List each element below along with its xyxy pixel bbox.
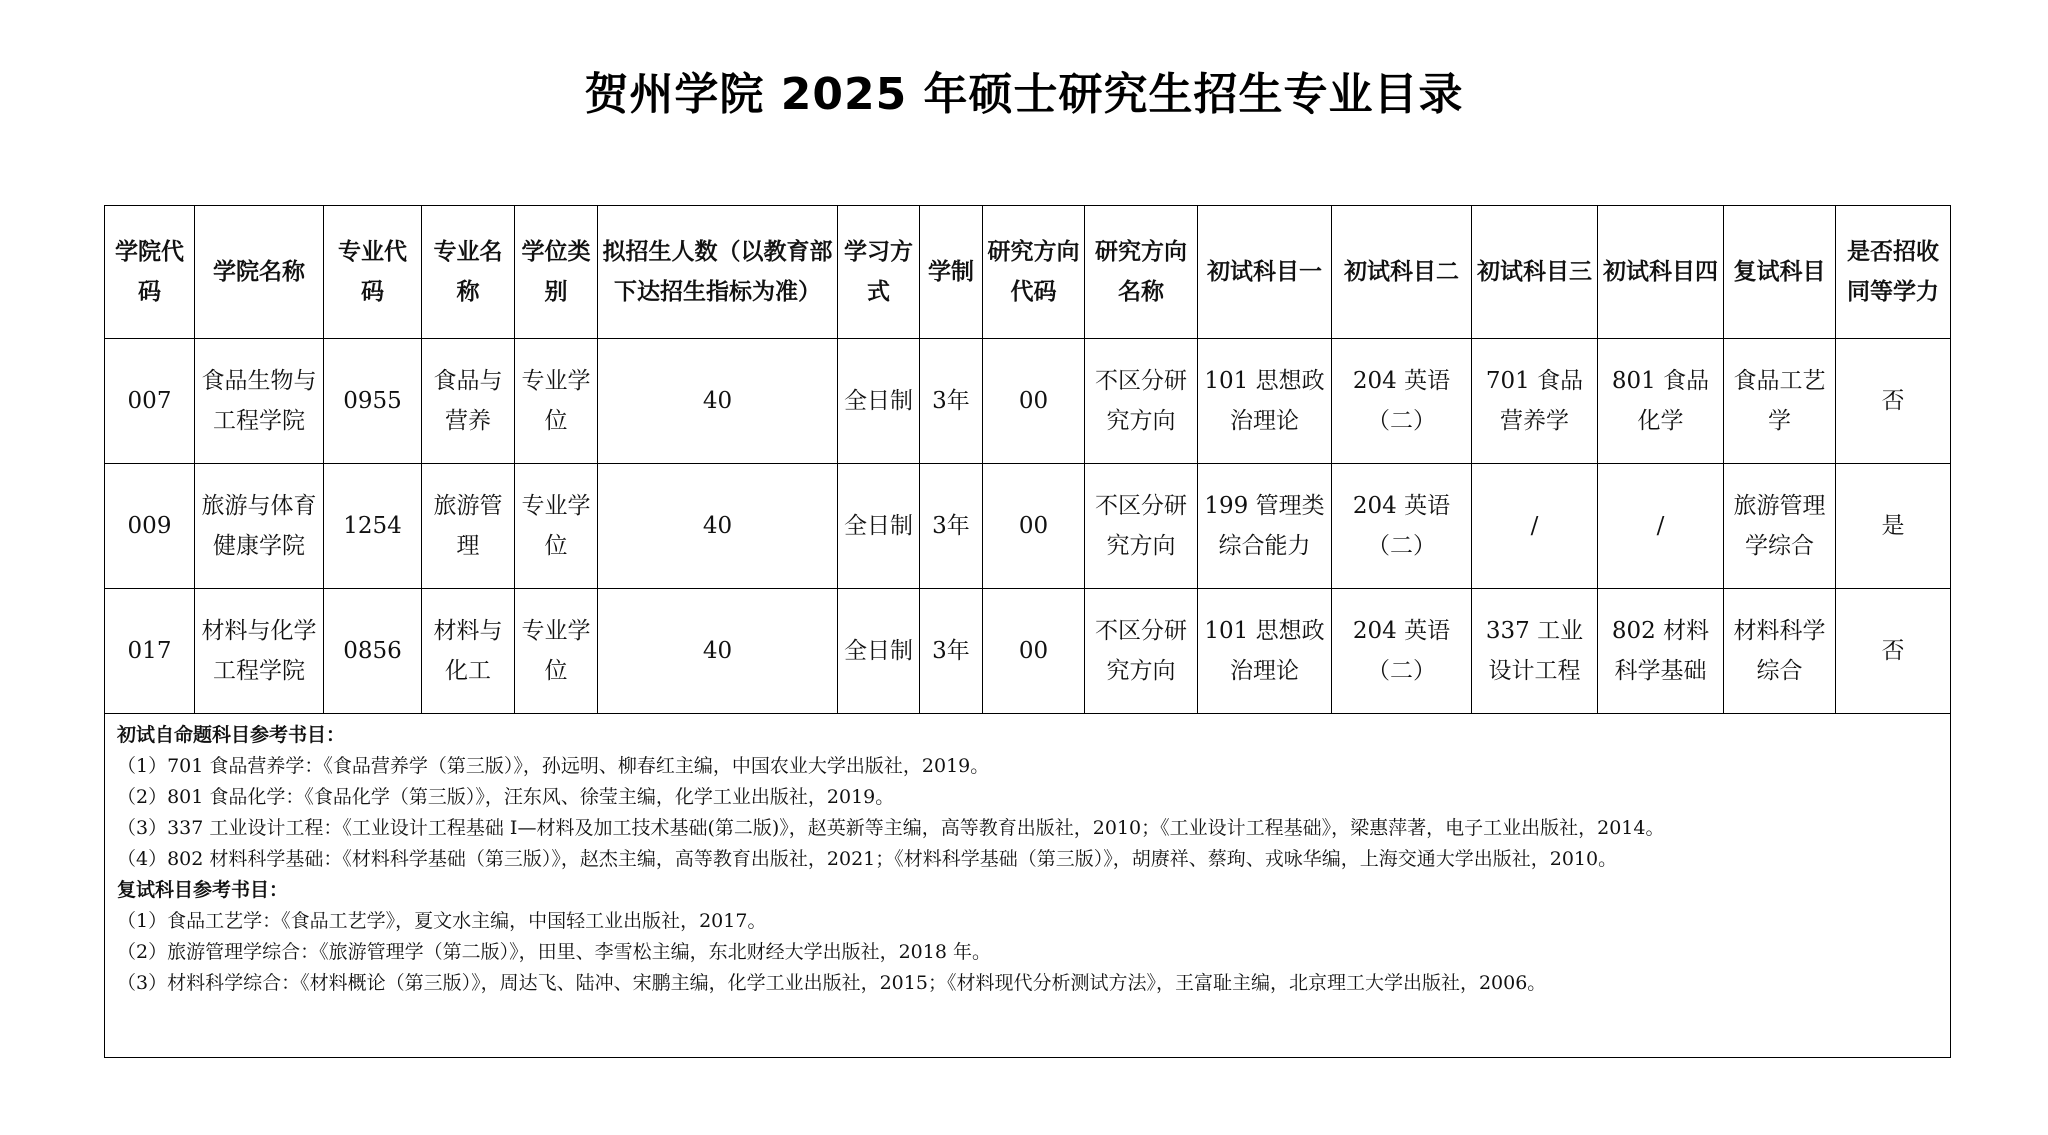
- book-reference-line: （1）701 食品营养学：《食品营养学（第三版）》，孙远明、柳春红主编，中国农业大学出版社，2019。: [117, 755, 990, 777]
- table-cell: 40: [598, 464, 838, 589]
- program-catalog-table: [104, 205, 1951, 1058]
- header-duration: 学制: [920, 206, 983, 339]
- page-title: 贺州学院 2025 年硕士研究生招生专业目录: [584, 69, 1464, 120]
- table-row: [105, 464, 1951, 589]
- header-exam-subject-4: 初试科目四: [1598, 206, 1724, 339]
- table-cell: 旅游管理: [422, 464, 515, 589]
- header-exam-subject-2: 初试科目二: [1332, 206, 1472, 339]
- table-cell: 全日制: [838, 589, 920, 714]
- table-cell: 204 英语（二）: [1332, 464, 1472, 589]
- table-cell: 食品生物与工程学院: [195, 339, 324, 464]
- table-cell: 全日制: [838, 339, 920, 464]
- table-cell: 101 思想政治理论: [1198, 589, 1332, 714]
- table-cell: 全日制: [838, 464, 920, 589]
- table-cell: 00: [983, 339, 1085, 464]
- table-cell: 007: [105, 339, 195, 464]
- header-equivalent-degree: 是否招收同等学力: [1836, 206, 1951, 339]
- book-reference-line: （2）旅游管理学综合：《旅游管理学（第二版）》，田里、李雪松主编，东北财经大学出版社，2018 年。: [117, 941, 991, 963]
- table-cell: 专业学位: [515, 339, 598, 464]
- table-cell: 1254: [324, 464, 422, 589]
- table-cell: 3年: [920, 464, 983, 589]
- notes-row: [105, 714, 1951, 1058]
- header-direction-code: 研究方向代码: [983, 206, 1085, 339]
- retest-books-heading: 复试科目参考书目：: [117, 879, 289, 901]
- header-direction-name: 研究方向名称: [1085, 206, 1198, 339]
- table-cell: 00: [983, 589, 1085, 714]
- table-cell: 不区分研究方向: [1085, 339, 1198, 464]
- table-cell: 802 材料科学基础: [1598, 589, 1724, 714]
- header-degree-type: 学位类别: [515, 206, 598, 339]
- table-cell: 3年: [920, 339, 983, 464]
- header-retest-subject: 复试科目: [1724, 206, 1836, 339]
- book-reference-line: （3）337 工业设计工程：《工业设计工程基础 I—材料及加工技术基础(第二版)》，赵英新等主编，高等教育出版社，2010；《工业设计工程基础》，梁惠萍著，电子工业出版社，2014。: [117, 817, 1665, 839]
- header-major-name: 专业名称: [422, 206, 515, 339]
- table-cell: 101 思想政治理论: [1198, 339, 1332, 464]
- table-cell: 337 工业设计工程: [1472, 589, 1598, 714]
- table-cell: 否: [1836, 589, 1951, 714]
- table-cell: 食品工艺学: [1724, 339, 1836, 464]
- table-cell: 204 英语（二）: [1332, 589, 1472, 714]
- table-row: [105, 339, 1951, 464]
- header-enrollment: 拟招生人数（以教育部下达招生指标为准）: [598, 206, 838, 339]
- table-cell: 材料与化工: [422, 589, 515, 714]
- table-cell: 专业学位: [515, 464, 598, 589]
- table-cell: 40: [598, 589, 838, 714]
- table-cell: 00: [983, 464, 1085, 589]
- table-cell: 旅游管理学综合: [1724, 464, 1836, 589]
- table-cell: 40: [598, 339, 838, 464]
- table-cell: 009: [105, 464, 195, 589]
- table-cell: 否: [1836, 339, 1951, 464]
- table-cell: 专业学位: [515, 589, 598, 714]
- table-cell: 199 管理类综合能力: [1198, 464, 1332, 589]
- table-cell: 0955: [324, 339, 422, 464]
- header-college-name: 学院名称: [195, 206, 324, 339]
- initial-exam-books-heading: 初试自命题科目参考书目：: [117, 724, 346, 746]
- table-cell: 是: [1836, 464, 1951, 589]
- book-reference-line: （1）食品工艺学：《食品工艺学》，夏文水主编，中国轻工业出版社，2017。: [117, 910, 767, 932]
- book-reference-line: （2）801 食品化学：《食品化学（第三版）》，汪东风、徐莹主编，化学工业出版社，2019。: [117, 786, 895, 808]
- table-cell: 不区分研究方向: [1085, 464, 1198, 589]
- table-cell: /: [1598, 464, 1724, 589]
- table-cell: 食品与营养: [422, 339, 515, 464]
- table-cell: 旅游与体育健康学院: [195, 464, 324, 589]
- reference-books-notes: [105, 714, 1951, 1058]
- table-cell: 801 食品化学: [1598, 339, 1724, 464]
- header-row: [105, 206, 1951, 339]
- table-cell: 017: [105, 589, 195, 714]
- header-exam-subject-3: 初试科目三: [1472, 206, 1598, 339]
- table-row: [105, 589, 1951, 714]
- header-college-code: 学院代码: [105, 206, 195, 339]
- table-cell: 3年: [920, 589, 983, 714]
- table-cell: 材料科学综合: [1724, 589, 1836, 714]
- header-major-code: 专业代码: [324, 206, 422, 339]
- header-exam-subject-1: 初试科目一: [1198, 206, 1332, 339]
- table-cell: /: [1472, 464, 1598, 589]
- table-cell: 204 英语（二）: [1332, 339, 1472, 464]
- table-cell: 材料与化学工程学院: [195, 589, 324, 714]
- table-cell: 不区分研究方向: [1085, 589, 1198, 714]
- table-cell: 701 食品营养学: [1472, 339, 1598, 464]
- book-reference-line: （4）802 材料科学基础：《材料科学基础（第三版）》，赵杰主编，高等教育出版社，2021；《材料科学基础（第三版）》，胡赓祥、蔡珣、戎咏华编，上海交通大学出版社，2010。: [117, 848, 1618, 870]
- header-study-mode: 学习方式: [838, 206, 920, 339]
- table-cell: 0856: [324, 589, 422, 714]
- book-reference-line: （3）材料科学综合：《材料概论（第三版）》，周达飞、陆冲、宋鹏主编，化学工业出版社，2015；《材料现代分析测试方法》，王富耻主编，北京理工大学出版社，2006。: [117, 972, 1547, 994]
